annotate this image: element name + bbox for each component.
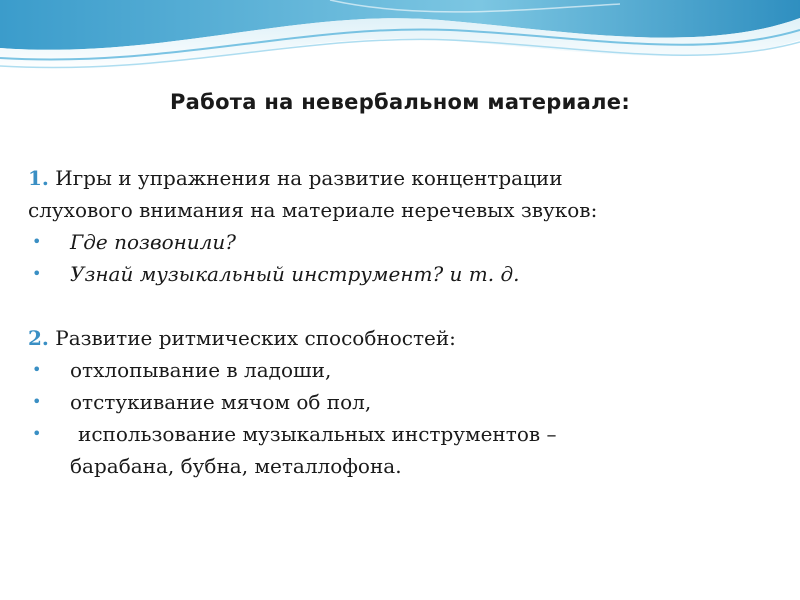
section-2-line-1: Развитие ритмических способностей: bbox=[55, 326, 456, 350]
list-item-text: отстукивание мячом об пол, bbox=[70, 390, 372, 414]
section-spacer bbox=[28, 290, 748, 322]
section-1-heading bbox=[28, 162, 748, 194]
section-2-heading bbox=[28, 322, 748, 354]
list-item-text: Узнай музыкальный инструмент? и т. д. bbox=[70, 262, 520, 286]
list-item-text: Где позвонили? bbox=[70, 230, 237, 254]
list-item bbox=[28, 386, 748, 418]
section-1-list bbox=[28, 226, 748, 290]
list-item bbox=[28, 418, 748, 482]
section-1-line-2: слухового внимания на материале неречевых звуков: bbox=[28, 198, 598, 222]
slide-content bbox=[28, 162, 748, 482]
list-item bbox=[28, 354, 748, 386]
section-1-line-1: Игры и упражнения на развитие концентрации bbox=[55, 166, 563, 190]
section-2-list bbox=[28, 354, 748, 482]
slide-title: Работа на невербальном материале: bbox=[169, 90, 631, 114]
list-item-text: использование музыкальных инструментов – bbox=[78, 422, 557, 446]
header-wave-decoration bbox=[0, 0, 800, 100]
list-item bbox=[28, 226, 748, 258]
bullet-icon: • bbox=[32, 392, 42, 411]
list-item bbox=[28, 258, 748, 290]
bullet-icon: • bbox=[32, 232, 42, 251]
section-1-number: 1. bbox=[28, 166, 49, 190]
list-item-continuation: барабана, бубна, металлофона. bbox=[70, 454, 402, 478]
bullet-icon: • bbox=[32, 264, 42, 283]
bullet-icon: • bbox=[32, 424, 42, 443]
list-item-text: отхлопывание в ладоши, bbox=[70, 358, 332, 382]
section-2-number: 2. bbox=[28, 326, 49, 350]
bullet-icon: • bbox=[32, 360, 42, 379]
